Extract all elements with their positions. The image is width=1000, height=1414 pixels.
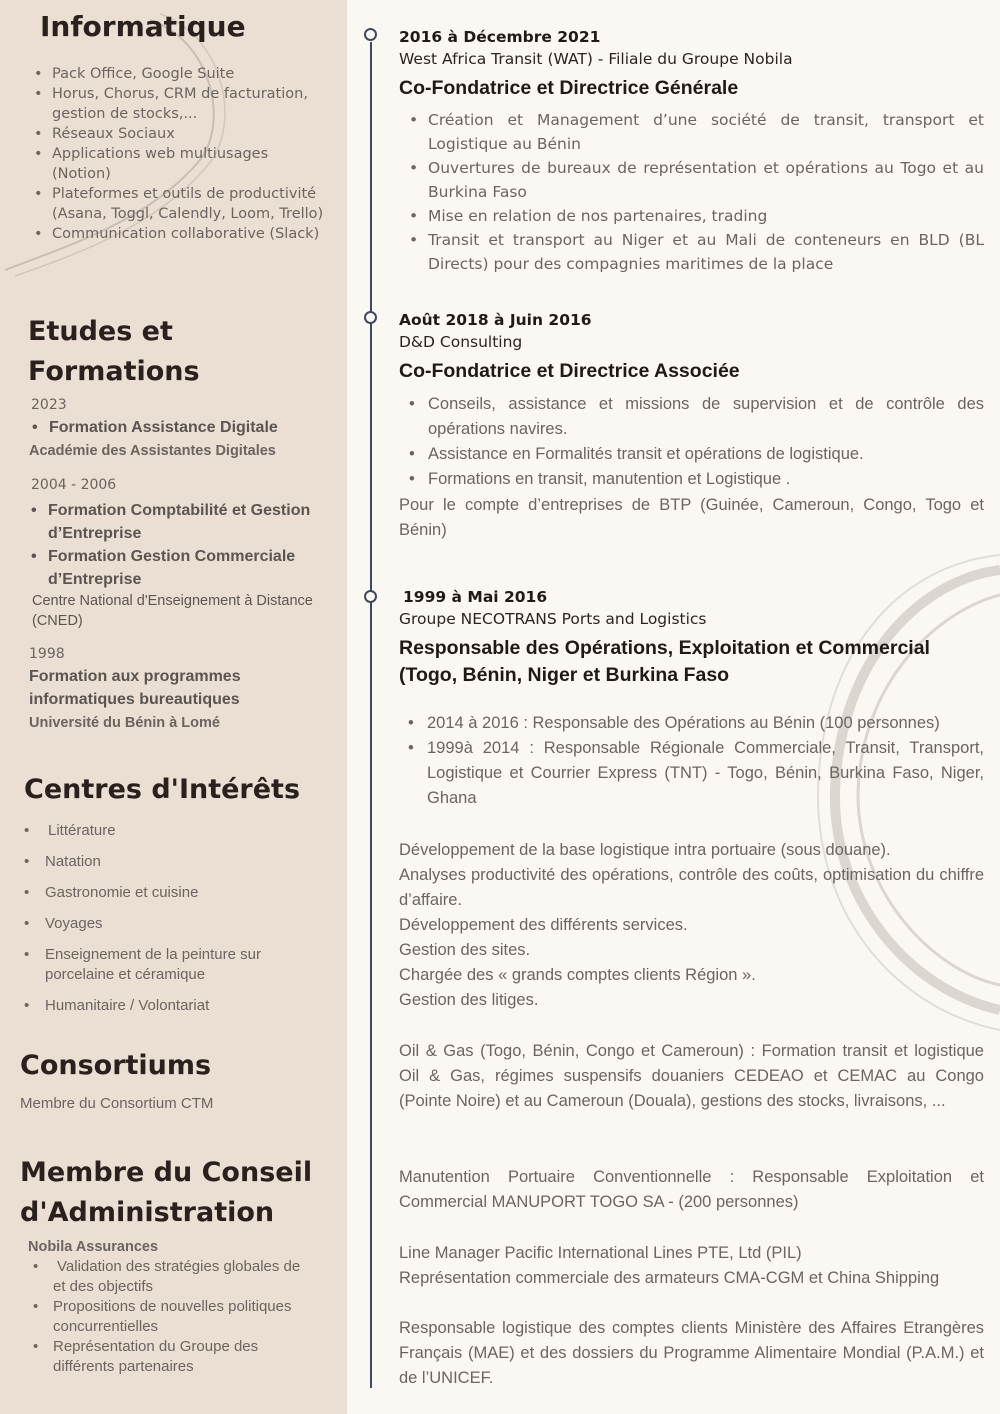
list-item: • Assistance en Formalités transit et opérations de logistique.: [399, 442, 984, 467]
text-line: Développement des différents services.: [399, 916, 688, 934]
text-line: Développement de la base logistique intra portuaire (sous douane).: [399, 841, 891, 859]
list-item: • Transit et transport au Niger et au Mali de conteneurs en BLD (BL Directs) pour des compagnies maritimes de la place: [399, 228, 984, 276]
job-bullets: [399, 108, 984, 276]
section-title-etudes: [28, 312, 200, 392]
list-item: • Horus, Chorus, CRM de facturation, gestion de stocks,...: [30, 84, 330, 124]
section-title-conseil: [20, 1153, 312, 1233]
conseil-organization: Nobila Assurances: [28, 1239, 159, 1255]
list-item: • 2014 à 2016 : Responsable des Opérations au Bénin (100 personnes): [398, 711, 984, 736]
list-item: • 1999à 2014 : Responsable Régionale Commerciale, Transit, Transport, Logistique et Courrier Express (TNT) - Togo, Bénin, Burkina Faso, Niger, Ghana: [398, 736, 984, 811]
education-courses: [28, 416, 328, 439]
education-year: 2023: [31, 397, 67, 413]
education-institution: Centre National d'Enseignement à Distance (CNED): [32, 593, 313, 629]
job-date: 1999 à Mai 2016: [403, 588, 548, 606]
job-role: Co-Fondatrice et Directrice Générale: [399, 77, 739, 99]
text-line: Analyses productivité des opérations, contrôle des coûts, optimisation du chiffre d’affaire.: [399, 866, 984, 909]
job-company: D&D Consulting: [399, 333, 523, 351]
list-item: • Ouvertures de bureaux de représentation et opérations au Togo et au Burkina Faso: [399, 156, 984, 204]
education-course: Formation aux programmes informatiques bureautiques: [29, 668, 241, 708]
list-item: • Enseignement de la peinture sur porcelaine et céramique: [20, 945, 320, 985]
timeline-dot: [364, 28, 377, 41]
list-item: • Applications web multiusages (Notion): [30, 144, 330, 184]
timeline-dot: [364, 311, 377, 324]
education-institution: Université du Bénin à Lomé: [29, 715, 220, 731]
list-item: • Formations en transit, manutention et Logistique .: [399, 467, 984, 492]
consortium-text: Membre du Consortium CTM: [20, 1095, 214, 1112]
job-role-line2: (Togo, Bénin, Niger et Burkina Faso: [399, 664, 730, 686]
job-company: Groupe NECOTRANS Ports and Logistics: [399, 610, 707, 628]
job-date: 2016 à Décembre 2021: [399, 28, 601, 46]
etudes-title-line1: Etudes et: [28, 316, 173, 347]
education-course: • Formation Comptabilité et Gestion d’Entreprise: [27, 499, 327, 545]
conseil-title-line2: d'Administration: [20, 1197, 275, 1228]
list-item: • Validation des stratégies globales de et des objectifs: [29, 1257, 301, 1297]
list-item: • Représentation du Groupe des différents partenaires: [29, 1337, 301, 1377]
text-line: Chargée des « grands comptes clients Région ».: [399, 966, 756, 984]
list-item: • Natation: [20, 852, 320, 872]
timeline-line: [370, 42, 372, 1388]
interests-list: [20, 821, 320, 1027]
list-item: • Propositions de nouvelles politiques concurrentielles: [29, 1297, 301, 1337]
job-date: Août 2018 à Juin 2016: [399, 311, 592, 329]
paragraph-oil-gas: Oil & Gas (Togo, Bénin, Congo et Cameroun) : Formation transit et logistique Oil & Gas, régimes suspensifs douaniers CEDEAO et CEMAC au Congo (Pointe Noire) et au Cameroun (Douala), gestions des stocks, livraisons, ...: [399, 1042, 984, 1110]
job-role: Co-Fondatrice et Directrice Associée: [399, 360, 740, 382]
job-role: [399, 635, 930, 689]
list-item: • Pack Office, Google Suite: [30, 64, 330, 84]
list-item: • Création et Management d’une société de transit, transport et Logistique au Bénin: [399, 108, 984, 156]
list-item: • Réseaux Sociaux: [30, 124, 330, 144]
section-title-informatique: Informatique: [40, 10, 246, 43]
paragraph-mae: Responsable logistique des comptes clients Ministère des Affaires Etrangères Français (MAE) et des dossiers du Programme Alimentaire Mondial (P.A.M.) et de l’UNICEF.: [399, 1319, 984, 1387]
education-year: 1998: [29, 646, 65, 662]
list-item: • Voyages: [20, 914, 320, 934]
list-item: • Plateformes et outils de productivité (Asana, Toggl, Calendly, Loom, Trello): [30, 184, 330, 224]
etudes-title-line2: Formations: [28, 356, 200, 387]
job-role-line1: Responsable des Opérations, Exploitation et Commercial: [399, 637, 930, 659]
education-course: • Formation Assistance Digitale: [28, 416, 328, 439]
informatique-list: [30, 64, 330, 244]
job-bullets: [398, 711, 984, 811]
education-year: 2004 - 2006: [31, 477, 117, 493]
sidebar: [0, 0, 347, 1414]
job-company: West Africa Transit (WAT) - Filiale du Groupe Nobila: [399, 50, 793, 68]
text-line-cma: Représentation commerciale des armateurs CMA-CGM et China Shipping: [399, 1269, 940, 1287]
job-note: Pour le compte d’entreprises de BTP (Guinée, Cameroun, Congo, Togo et Bénin): [399, 496, 984, 539]
list-item: • Littérature: [20, 821, 320, 841]
list-item: • Mise en relation de nos partenaires, trading: [399, 204, 984, 228]
list-item: • Conseils, assistance et missions de supervision et de contrôle des opérations navires.: [399, 392, 984, 442]
paragraph-manutention: Manutention Portuaire Conventionnelle : Responsable Exploitation et Commercial MANUPORT TOGO SA - (200 personnes): [399, 1168, 984, 1211]
text-line: Gestion des sites.: [399, 941, 531, 959]
job-bullets: [399, 392, 984, 492]
list-item: • Humanitaire / Volontariat: [20, 996, 320, 1016]
list-item: • Communication collaborative (Slack): [30, 224, 330, 244]
text-line: Gestion des litiges.: [399, 991, 539, 1009]
conseil-title-line1: Membre du Conseil: [20, 1157, 313, 1188]
conseil-list: [29, 1257, 301, 1377]
timeline-dot: [364, 590, 377, 603]
list-item: • Gastronomie et cuisine: [20, 883, 320, 903]
education-course: • Formation Gestion Commerciale d’Entreprise: [27, 545, 327, 591]
section-title-interets: Centres d'Intérêts: [24, 774, 301, 805]
education-courses: [27, 499, 327, 591]
section-title-consortiums: Consortiums: [20, 1050, 212, 1081]
education-institution: Académie des Assistantes Digitales: [29, 443, 276, 459]
job-responsibilities: [399, 838, 984, 1013]
text-line-pil: Line Manager Pacific International Lines PTE, Ltd (PIL): [399, 1244, 802, 1262]
